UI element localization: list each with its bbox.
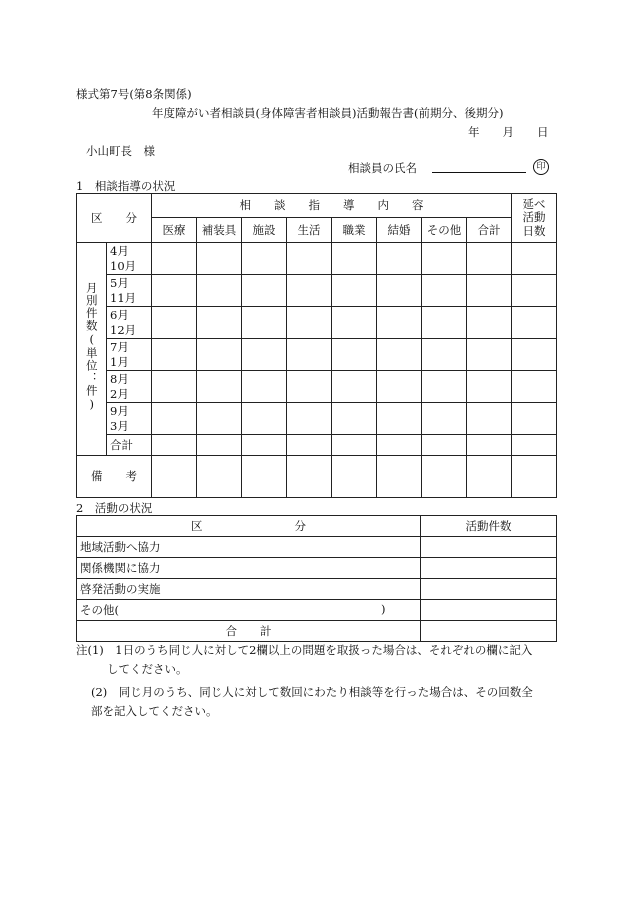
addressee: 小山町長 様 [86, 144, 155, 158]
cell[interactable] [197, 371, 242, 403]
cell[interactable] [467, 243, 512, 275]
cell[interactable] [287, 243, 332, 275]
cell[interactable] [152, 243, 197, 275]
cell[interactable] [421, 537, 557, 558]
cell[interactable] [287, 371, 332, 403]
note-2-cont: 部を記入してください。 [91, 704, 218, 718]
cell[interactable] [467, 339, 512, 371]
cell[interactable] [287, 339, 332, 371]
cell[interactable] [242, 371, 287, 403]
cell[interactable] [422, 435, 467, 456]
cell[interactable] [152, 339, 197, 371]
col-header: 施設 [242, 218, 287, 243]
cell[interactable] [332, 339, 377, 371]
cell[interactable] [152, 307, 197, 339]
total-label: 合 計 [77, 621, 421, 642]
cell[interactable] [512, 371, 557, 403]
cell[interactable] [332, 435, 377, 456]
cell[interactable] [152, 371, 197, 403]
table-row [77, 537, 557, 558]
cell[interactable] [242, 275, 287, 307]
nobe-header: 延べ活動日数 [512, 194, 557, 243]
cell[interactable] [287, 435, 332, 456]
cell[interactable] [332, 307, 377, 339]
cell[interactable] [512, 403, 557, 435]
cell[interactable] [467, 456, 512, 498]
consultation-table [76, 193, 557, 498]
table-row [77, 307, 557, 339]
cell[interactable] [197, 243, 242, 275]
cell[interactable] [332, 275, 377, 307]
counselor-name-label: 相談員の氏名 [348, 161, 417, 175]
cell[interactable] [197, 339, 242, 371]
cell[interactable] [152, 403, 197, 435]
col-header: その他 [422, 218, 467, 243]
cell[interactable] [197, 435, 242, 456]
cell[interactable] [197, 403, 242, 435]
report-title: 年度障がい者相談員(身体障害者相談員)活動報告書(前期分、後期分) [152, 106, 504, 120]
note-2: (2) 同じ月のうち、同じ人に対して数回にわたり相談等を行った場合は、その回数全 [91, 685, 533, 699]
cell[interactable] [421, 558, 557, 579]
cell[interactable] [422, 403, 467, 435]
cell[interactable] [287, 275, 332, 307]
row-label: 啓発活動の実施 [77, 579, 421, 600]
cell[interactable] [287, 403, 332, 435]
other-open: その他( [80, 602, 119, 617]
row-label-other [77, 600, 421, 621]
col-header: 合計 [467, 218, 512, 243]
cell[interactable] [287, 456, 332, 498]
cell[interactable] [377, 339, 422, 371]
cell[interactable] [422, 243, 467, 275]
row-label: 5月 11月 [107, 275, 152, 307]
table-row [77, 579, 557, 600]
cell[interactable] [242, 339, 287, 371]
row-label: 8月 2月 [107, 371, 152, 403]
monthly-side-label: 月別件数(単位：件) [77, 243, 107, 456]
cell[interactable] [422, 371, 467, 403]
table-row [77, 243, 557, 275]
cell[interactable] [242, 456, 287, 498]
kubun-header: 区 分 [77, 516, 421, 537]
cell[interactable] [287, 307, 332, 339]
note-1: 注(1) 1日のうち同じ人に対して2欄以上の問題を取扱った場合は、それぞれの欄に記入 [76, 643, 533, 657]
cell[interactable] [512, 435, 557, 456]
kubun-header: 区 分 [77, 194, 152, 243]
counselor-name-line[interactable] [432, 172, 526, 173]
cell[interactable] [197, 275, 242, 307]
cell[interactable] [467, 403, 512, 435]
row-label: 4月 10月 [107, 243, 152, 275]
cell[interactable] [197, 456, 242, 498]
row-label: 関係機関に協力 [77, 558, 421, 579]
table-row [77, 339, 557, 371]
cell[interactable] [242, 243, 287, 275]
count-header: 活動件数 [421, 516, 557, 537]
cell[interactable] [512, 456, 557, 498]
table-row [77, 621, 557, 642]
cell[interactable] [152, 275, 197, 307]
cell[interactable] [242, 403, 287, 435]
cell[interactable] [332, 403, 377, 435]
cell[interactable] [377, 307, 422, 339]
cell[interactable] [421, 621, 557, 642]
cell[interactable] [377, 275, 422, 307]
cell[interactable] [422, 275, 467, 307]
cell[interactable] [512, 275, 557, 307]
cell[interactable] [332, 456, 377, 498]
cell[interactable] [377, 403, 422, 435]
remarks-row [77, 456, 557, 498]
row-label: 地域活動へ協力 [77, 537, 421, 558]
table-row [77, 435, 557, 456]
col-header: 職業 [332, 218, 377, 243]
cell[interactable] [422, 339, 467, 371]
row-label: 9月 3月 [107, 403, 152, 435]
cell[interactable] [467, 435, 512, 456]
activity-table [76, 515, 557, 642]
cell[interactable] [422, 307, 467, 339]
cell[interactable] [467, 307, 512, 339]
row-label: 合計 [107, 435, 152, 456]
cell[interactable] [377, 371, 422, 403]
cell[interactable] [152, 456, 197, 498]
other-close: ) [381, 602, 386, 616]
remarks-label: 備 考 [77, 456, 152, 498]
cell[interactable] [421, 600, 557, 621]
cell[interactable] [332, 371, 377, 403]
cell[interactable] [512, 243, 557, 275]
table-row [77, 371, 557, 403]
row-label: 6月 12月 [107, 307, 152, 339]
cell[interactable] [242, 435, 287, 456]
section1-heading: 1 相談指導の状況 [76, 179, 176, 193]
cell[interactable] [377, 243, 422, 275]
col-header: 補装具 [197, 218, 242, 243]
cell[interactable] [467, 275, 512, 307]
cell[interactable] [377, 456, 422, 498]
cell[interactable] [197, 307, 242, 339]
cell[interactable] [421, 579, 557, 600]
cell[interactable] [242, 307, 287, 339]
cell[interactable] [512, 339, 557, 371]
table-row [77, 600, 557, 621]
cell[interactable] [467, 371, 512, 403]
cell[interactable] [512, 307, 557, 339]
seal-mark: 印 [533, 159, 549, 175]
table-row [77, 558, 557, 579]
form-number: 様式第7号(第8条関係) [76, 87, 192, 101]
cell[interactable] [377, 435, 422, 456]
content-group-header: 相 談 指 導 内 容 [152, 194, 512, 218]
table-row [77, 403, 557, 435]
note-1-cont: してください。 [107, 662, 188, 676]
cell[interactable] [332, 243, 377, 275]
col-header: 生活 [287, 218, 332, 243]
section2-heading: 2 活動の状況 [76, 501, 153, 515]
col-header: 医療 [152, 218, 197, 243]
row-label: 7月 1月 [107, 339, 152, 371]
table-row [77, 275, 557, 307]
col-header: 結婚 [377, 218, 422, 243]
cell[interactable] [152, 435, 197, 456]
date-line: 年 月 日 [468, 125, 549, 139]
cell[interactable] [422, 456, 467, 498]
